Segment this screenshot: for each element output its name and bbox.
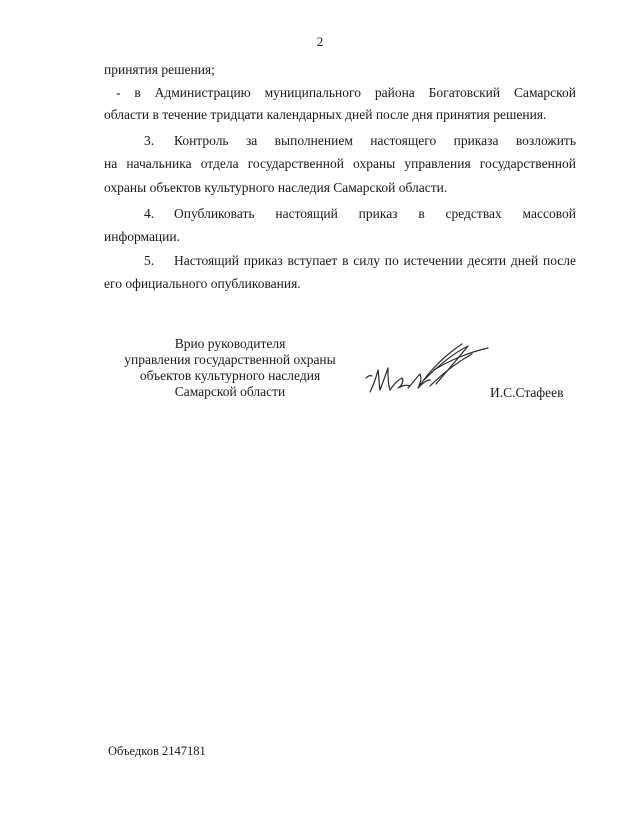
executor-note: Объедков 2147181 [108, 744, 206, 758]
item-first-line: Настоящий приказ вступает в силу по истечении десяти дней после [174, 253, 576, 268]
body-line-3: области в течение тридцати календарных дней после дня принятия решения. [104, 107, 547, 122]
item-3-continuation-1: на начальника отдела государственной охраны управления государственной [104, 156, 576, 171]
signer-name: И.С.Стафеев [490, 385, 564, 400]
item-number: 5. [144, 253, 155, 268]
item-number: 3. [144, 133, 155, 148]
signer-position-line: управления государственной охраны [124, 352, 336, 367]
item-5-continuation-1: его официального опубликования. [104, 276, 301, 291]
item-first-line: Контроль за выполнением настоящего приказа возложить [174, 133, 576, 148]
signer-position-line: Врио руководителя [174, 336, 286, 351]
signer-position [100, 336, 360, 400]
body-line-1: принятия решения; [104, 62, 215, 77]
item-4-continuation-1: информации. [104, 229, 180, 244]
signer-position-line: объектов культурного наследия [139, 368, 321, 383]
page-number: 2 [316, 34, 324, 49]
item-number: 4. [144, 206, 155, 221]
item-3-continuation-2: охраны объектов культурного наследия Самарской области. [104, 180, 448, 195]
body-line-2: - в Администрацию муниципального района Богатовский Самарской [116, 85, 576, 100]
signer-position-line: Самарской области [174, 384, 286, 399]
item-first-line: Опубликовать настоящий приказ в средствах массовой [174, 206, 576, 221]
handwritten-signature [360, 340, 500, 410]
